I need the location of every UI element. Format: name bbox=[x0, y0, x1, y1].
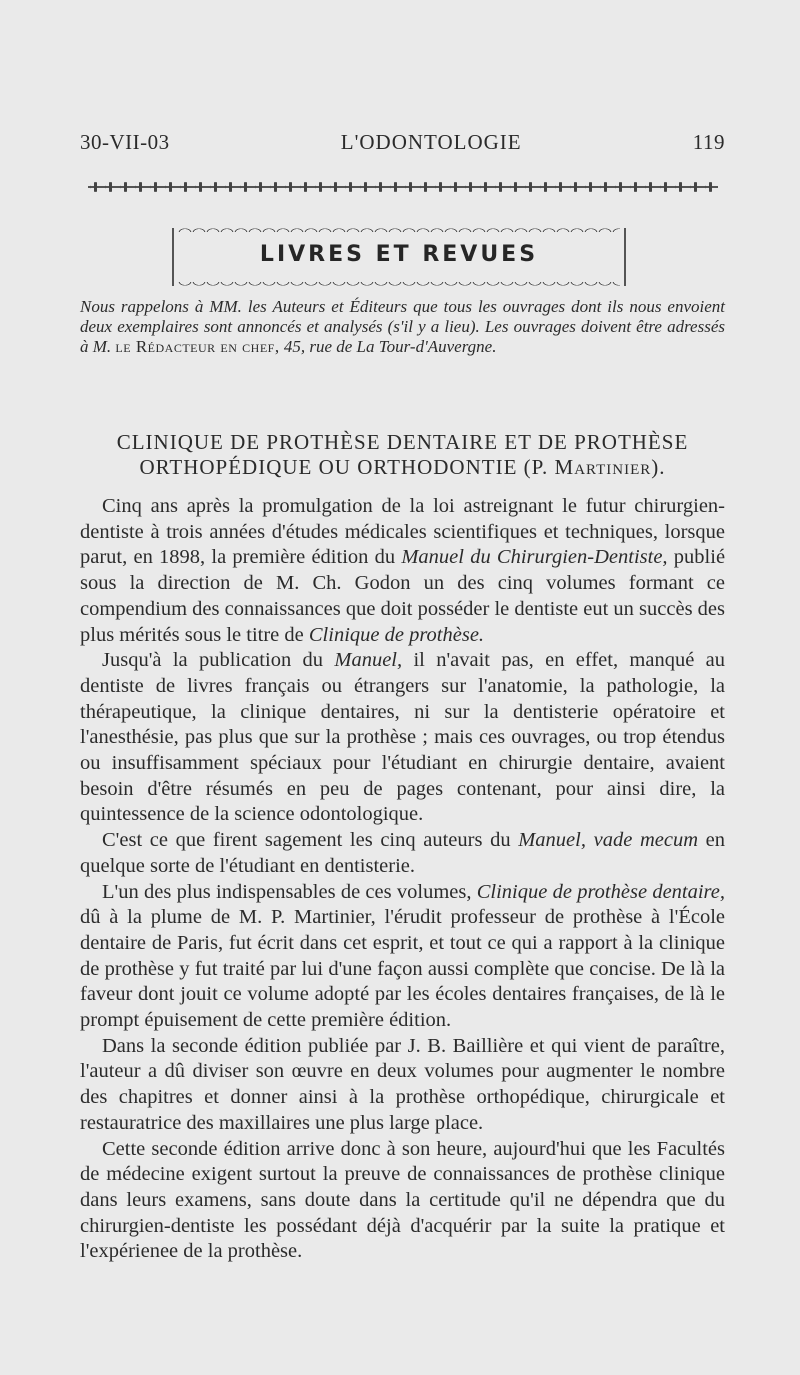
paragraph-3 bbox=[80, 828, 725, 879]
running-head bbox=[80, 130, 725, 155]
journal-title: L'ODONTOLOGIE bbox=[340, 130, 522, 154]
heading-line-2-end: ). bbox=[651, 455, 666, 479]
note-text-2: 45, rue de La Tour-d'Auvergne. bbox=[283, 337, 497, 356]
paragraph-5: Dans la seconde édition publiée par J. B. Baillière et qui vient de paraître, l'auteur a dû diviser son œuvre en deux volumes pour augmenter le nombre des chapitres et donner ainsi à la prothèse orthopédique, chirurgicale et restauratrice des maxillaires une plus large place. bbox=[80, 1034, 725, 1134]
p1-text-a: Cinq ans après la promulgation de la loi astreignant le futur chirurgien-dentiste à trois années d'études médicales scientifiques et techniques, lorsque parut, en 1898, la première édition du bbox=[80, 495, 725, 569]
p4-text-a: L'un des plus indispensables de ces volumes, bbox=[102, 880, 472, 903]
p4-text-b: dû à la plume de M. P. Martinier, l'érudit professeur de prothèse à l'École dentaire de Paris, fut écrit dans cet esprit, et tout ce qui a rapport à la clinique de prothèse y fut traité par lui d'une façon aussi complète que concise. De là la faveur dont jouit ce volume adopté par les écoles dentaires françaises, de là le prompt épuisement de cette première édition. bbox=[80, 906, 725, 1032]
paragraph-6: Cette seconde édition arrive donc à son heure, aujourd'hui que les Facultés de médecine exigent surtout la preuve de connaissances de prothèse clinique dans leurs examens, sans doute dans la certitude qu'il ne dépendra que du chirurgien-dentiste les possédant déjà d'acquérir par la suite la pratique et l'expérienee de la prothèse. bbox=[80, 1137, 725, 1263]
p4-italic-1: Clinique de prothèse dentaire, bbox=[476, 880, 725, 903]
wave-ornament-top bbox=[178, 226, 620, 232]
heading-line-2-text: ORTHOPÉDIQUE OU ORTHODONTIE (P. bbox=[139, 455, 549, 479]
article-heading bbox=[80, 430, 725, 480]
p1-text-b: publié sous la direction de M. Ch. Godon un des cinq volumes formant ce compendium des connaissances que doit posséder le dentiste eut un succès des plus mérités sous le titre de bbox=[80, 546, 726, 646]
p2-text-b: il n'avait pas, en effet, manqué au dentiste de livres français ou étrangers sur l'anatomie, la pathologie, la thérapeutique, la clinique dentaires, ni sur la dentisterie opératoire et l'anesthésie, pas plus que sur la prothèse ; mais ces ouvrages, ou trop étendus ou insuffisamment spéciaux pour l'étudiant en chirurgie dentaire, avaient besoin d'être résumés en peu de pages contenant, pour ainsi dire, la quintessence de la science odontologique. bbox=[80, 649, 725, 826]
p2-text-a: Jusqu'à la publication du bbox=[102, 649, 324, 672]
decorative-border-ornament bbox=[88, 180, 718, 194]
note-text-1: Nous rappelons à MM. les Auteurs et Éditeurs que tous les ouvrages dont ils nous envoient deux exemplaires sont annoncés et analysés (s'il y a lieu). Les ouvrages doivent être adressés à M. bbox=[80, 297, 725, 356]
p3-text-b: en quelque sorte de l'étudiant en dentisterie. bbox=[80, 829, 726, 877]
paragraph-4 bbox=[80, 880, 725, 1034]
p1-italic-1: Manuel du Chirurgien-Dentiste, bbox=[401, 546, 668, 569]
heading-line-1: CLINIQUE DE PROTHÈSE DENTAIRE ET DE PROTHÈSE bbox=[116, 430, 689, 454]
p2-italic-1: Manuel, bbox=[334, 649, 403, 672]
wave-ornament-bottom bbox=[178, 282, 620, 288]
page-number: 119 bbox=[692, 130, 725, 154]
editorial-note bbox=[80, 297, 725, 357]
paragraph-2 bbox=[80, 648, 725, 828]
p3-italic-1: Manuel, vade mecum bbox=[518, 829, 699, 852]
issue-date: 30-VII-03 bbox=[80, 130, 170, 154]
section-title: LIVRES ET REVUES bbox=[259, 242, 539, 267]
p3-text-a: C'est ce que firent sagement les cinq auteurs du bbox=[102, 829, 511, 852]
heading-line-2 bbox=[80, 455, 725, 480]
section-title-frame bbox=[172, 228, 626, 286]
article-body bbox=[80, 494, 725, 1265]
note-redacteur: le Rédacteur en chef, bbox=[115, 337, 280, 356]
paragraph-1 bbox=[80, 494, 725, 648]
p1-italic-2: Clinique de prothèse. bbox=[308, 623, 485, 646]
author-name: Martinier bbox=[554, 455, 652, 479]
